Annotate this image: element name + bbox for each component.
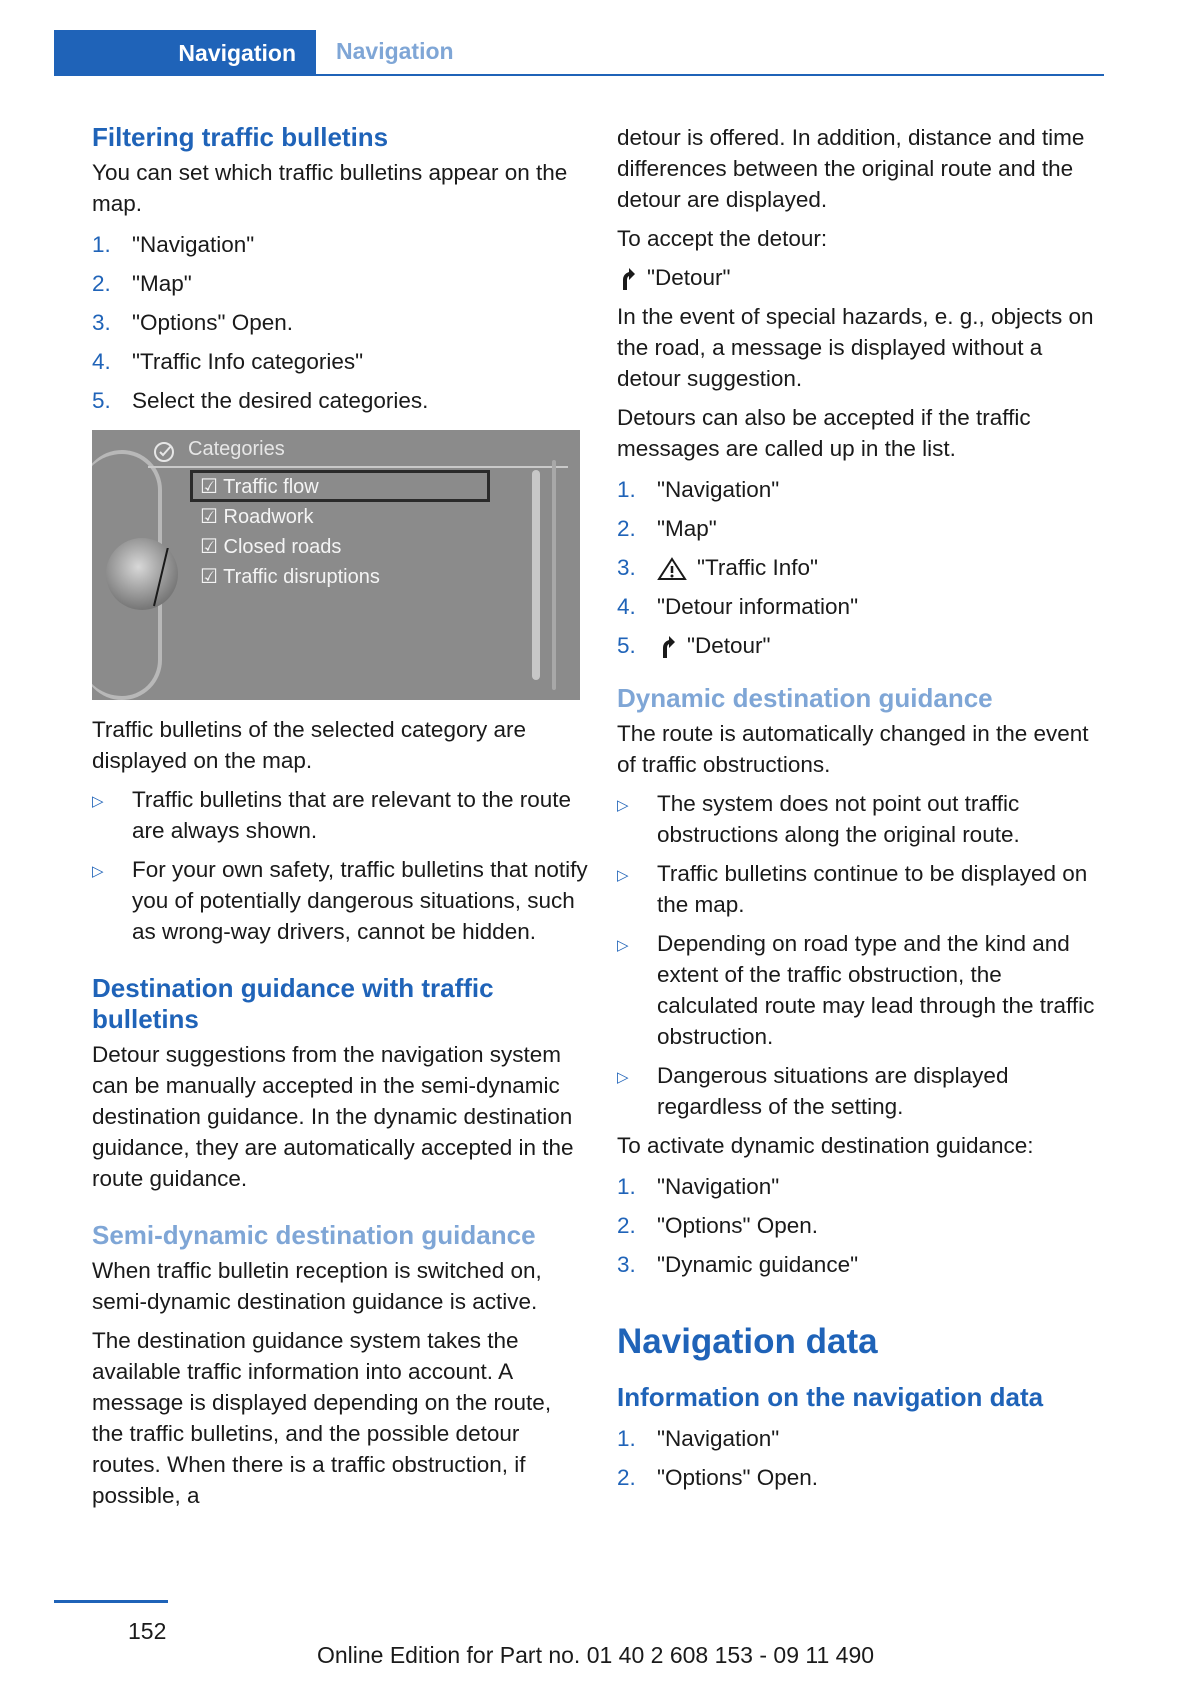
page-number: 152 [128,1618,167,1644]
navigation-data-heading: Navigation data [617,1322,878,1361]
dynamic-text: The route is automatically changed in the event of traffic obstructions. [617,721,1089,777]
list-item: ▷ Traffic bulletins continue to be displayed on the map. [617,858,1107,920]
list-item: 5. "Detour" [617,630,1107,661]
dest-guidance-heading: Destination guidance with traffic bulletins [92,973,494,1034]
bullet-triangle-icon: ▷ [92,863,104,880]
list-item: 3. "Dynamic guidance" [617,1252,859,1277]
traffic-warning-icon [657,557,687,581]
list-item: 3. "Options" Open. [92,310,294,335]
accept-label: To accept the detour: [617,226,828,251]
category-item-roadwork[interactable]: ☑ Roadwork [200,506,314,528]
bullet-triangle-icon: ▷ [92,793,104,810]
bullet-triangle-icon: ▷ [617,937,629,954]
header-tab-label: Navigation [178,39,296,66]
list-item: 3. "Traffic Info" [617,555,819,580]
list-item: 4. "Detour information" [617,594,859,619]
list-item: ▷ Depending on road type and the kind and extent of the traffic obstruction, the calculated route may lead through the traffic obstruction. [617,928,1107,1052]
filter-steps [92,229,588,416]
activate-label: To activate dynamic destination guidance: [617,1133,1034,1158]
semi-dynamic-heading: Semi-dynamic destination guidance [92,1220,536,1250]
right-column [617,122,1107,1501]
detour-icon [657,634,677,660]
list-item: 2. "Options" Open. [617,1213,819,1238]
settings-icon [152,440,180,464]
list-item: ▷ Dangerous situations are displayed regardless of the setting. [617,1060,1107,1122]
scrollbar-track [552,460,556,690]
dest-guidance-text: Detour suggestions from the navigation system can be manually accepted in the semi-dynamic destination guidance. In the dynamic destination guidance, they are automatically accepted in the route guidance. [92,1042,574,1191]
semi-dynamic-text-2: The destination guidance system takes the available traffic information into account. A message is displayed depending on the route, the traffic bulletins, and the possible detour routes. When there is a traffic obstruction, if possible, a [92,1328,552,1508]
header-tab [54,30,316,76]
after-screen-text: Traffic bulletins of the selected category are displayed on the map. [92,717,526,773]
hazard-text: In the event of special hazards, e. g., objects on the road, a message is displayed without a detour suggestion. [617,304,1094,391]
visibility-bullets [92,784,588,947]
category-item-traffic-flow[interactable]: ☑ Traffic flow [200,476,319,498]
categories-screenshot [92,430,580,700]
bullet-triangle-icon: ▷ [617,1069,629,1086]
header-rule [54,74,1104,76]
list-item: 1. "Navigation" [92,232,255,257]
pointer-line [152,548,192,608]
detour-steps [617,474,1107,661]
activate-steps [617,1171,1107,1280]
scrollbar[interactable] [532,470,540,680]
screen-title: Categories [188,438,285,460]
edition-footer: Online Edition for Part no. 01 40 2 608 153 - 09 11 490 [316,1642,875,1668]
header-breadcrumb: Navigation [336,38,454,64]
detour-icon [617,266,637,292]
list-item: 1. "Navigation" [617,1174,780,1199]
info-steps [617,1423,1107,1493]
list-accept-text: Detours can also be accepted if the traffic messages are called up in the list. [617,405,1031,461]
footer-rule [54,1600,168,1603]
category-item-traffic-disruptions[interactable]: ☑ Traffic disruptions [200,566,380,588]
detour-line: "Detour" [617,262,1107,293]
category-item-closed-roads[interactable]: ☑ Closed roads [200,536,342,558]
filter-intro: You can set which traffic bulletins appear on the map. [92,160,568,216]
dynamic-bullets [617,788,1107,1122]
list-item: 1. "Navigation" [617,1426,780,1451]
dynamic-heading: Dynamic destination guidance [617,683,993,713]
left-column [92,122,588,1519]
list-item: 2. "Map" [92,271,192,296]
list-item: 2. "Options" Open. [617,1465,819,1490]
filter-heading: Filtering traffic bulletins [92,122,389,152]
screen-divider [148,466,568,468]
list-item: 5. Select the desired categories. [92,388,429,413]
bullet-triangle-icon: ▷ [617,797,629,814]
list-item: ▷ The system does not point out traffic obstructions along the original route. [617,788,1107,850]
list-item: 1. "Navigation" [617,477,780,502]
list-item: 2. "Map" [617,516,717,541]
list-item: ▷ For your own safety, traffic bulletins that notify you of potentially dangerous situations, such as wrong-way drivers, cannot be hidden. [92,854,588,947]
list-item: ▷ Traffic bulletins that are relevant to the route are always shown. [92,784,588,846]
nav-data-info-heading: Information on the navigation data [617,1382,1044,1412]
list-item: 4. "Traffic Info categories" [92,349,364,374]
semi-dynamic-text-1: When traffic bulletin reception is switched on, semi-dynamic destination guidance is active. [92,1258,542,1314]
bullet-triangle-icon: ▷ [617,867,629,884]
continued-text: detour is offered. In addition, distance and time differences between the original route and the detour are displayed. [617,125,1085,212]
